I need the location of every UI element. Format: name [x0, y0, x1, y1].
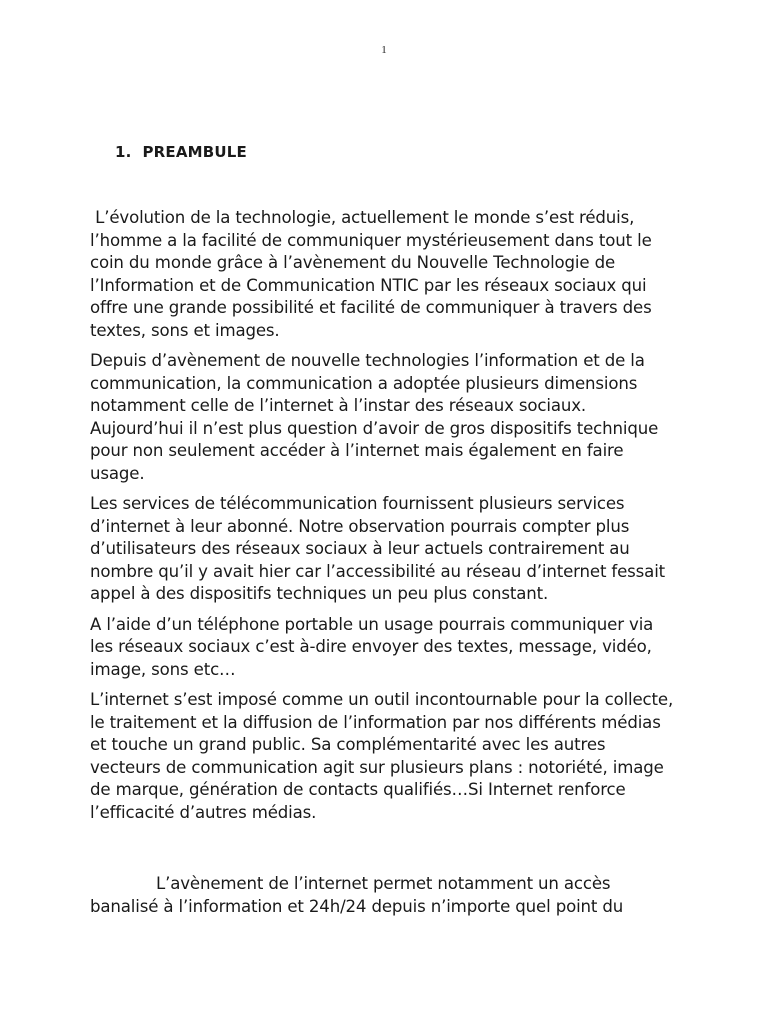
section-heading: [115, 143, 247, 161]
section-heading-title: PREAMBULE: [142, 143, 247, 161]
paragraph-1: L’évolution de la technologie, actuellement le monde s’est réduis, l’homme a la facilité de communiquer mystérieusement dans tout le coin du monde grâce à l’avènement du Nouvelle Technologie de l’Information et de Communication NTIC par les réseaux sociaux qui offre une grande possibilité et facilité de communiquer à travers des textes, sons et images.: [90, 208, 657, 340]
page-number: 1: [381, 44, 387, 56]
paragraph-2: Depuis d’avènement de nouvelle technologies l’information et de la communication, la communication a adoptée plusieurs dimensions notamment celle de l’internet à l’instar des réseaux sociaux. Aujourd’hui il n’est plus question d’avoir de gros dispositifs technique pour non seulement accéder à l’internet mais également en faire usage.: [90, 351, 659, 483]
last-paragraph-block: [90, 873, 680, 918]
section-heading-number: 1.: [115, 143, 132, 161]
paragraph-5: L’internet s’est imposé comme un outil incontournable pour la collecte, le traitement et la diffusion de l’information par nos différents médias et touche un grand public. Sa complémentarité avec les autres vecteurs de communication agit sur plusieurs plans : notoriété, image de marque, génération de contacts qualifiés…Si Internet renforce l’efficacité d’autres médias.: [90, 690, 674, 822]
body-text: [90, 207, 680, 832]
paragraph-4: A l’aide d’un téléphone portable un usage pourrais communiquer via les réseaux sociaux c’est à-dire envoyer des textes, message, vidéo, image, sons etc…: [90, 614, 654, 679]
paragraph-3: Les services de télécommunication fournissent plusieurs services d’internet à leur abonné. Notre observation pourrais compter plus d’utilisateurs des réseaux sociaux à leur actuels contrairement au nombre qu’il y avait hier car l’accessibilité au réseau d’internet fessait appel à des dispositifs techniques un peu plus constant.: [90, 494, 666, 603]
paragraph-6: L’avènement de l’internet permet notamment un accès banalisé à l’information et 24h/24 depuis n’importe quel point du: [90, 874, 624, 916]
